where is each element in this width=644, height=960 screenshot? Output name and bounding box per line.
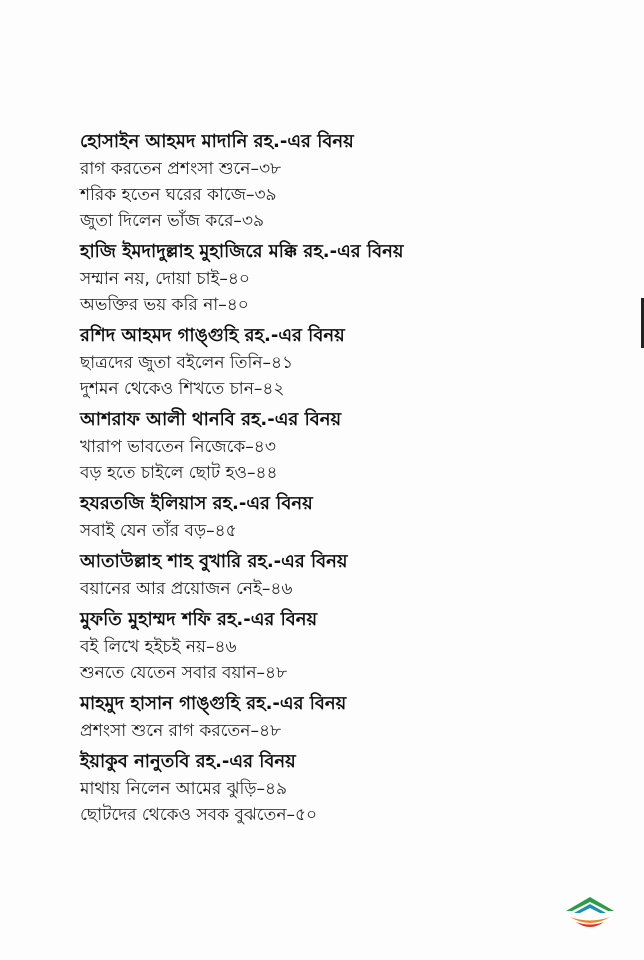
toc-entry: শরিক হতেন ঘরের কাজে–৩৯ (80, 185, 277, 205)
toc-section (80, 548, 600, 602)
toc-entry: ছাত্রদের জুতা বইলেন তিনি–৪১ (80, 353, 294, 373)
toc-entry: বড় হতে চাইলে ছোট হও–৪৪ (80, 463, 278, 483)
toc-entry: রাগ করতেন প্রশংসা শুনে–৩৮ (80, 159, 282, 179)
toc-entry: ছোটদের থেকেও সবক বুঝতেন–৫০ (80, 805, 318, 825)
toc-entry: প্রশংসা শুনে রাগ করতেন–৪৮ (80, 721, 282, 741)
toc-entry: অভক্তির ভয় করি না–৪০ (80, 295, 249, 315)
toc-entry: বই লিখে হইচই নয়–৪৬ (80, 637, 237, 657)
toc-entry: জুতা দিলেন ভাঁজ করে–৩৯ (80, 211, 265, 231)
toc-entry: মাথায় নিলেন আমের ঝুড়ি–৪৯ (80, 779, 288, 799)
table-of-contents (80, 128, 600, 832)
toc-section (80, 690, 600, 744)
toc-section (80, 490, 600, 544)
toc-section (80, 406, 600, 486)
section-title: ইয়াকুব নানুতবি রহ.-এর বিনয় (80, 751, 296, 772)
toc-entry: বয়ানের আর প্রয়োজন নেই–৪৬ (80, 579, 293, 599)
toc-entry: শুনতে যেতেন সবার বয়ান–৪৮ (80, 663, 288, 683)
section-title: হাজি ইমদাদুল্লাহ মুহাজিরে মক্কি রহ.-এর বিনয় (80, 241, 404, 262)
toc-section (80, 322, 600, 402)
toc-section (80, 238, 600, 318)
toc-entry: সম্মান নয়, দোয়া চাই–৪০ (80, 269, 250, 289)
logo-arc-orange (570, 917, 610, 923)
toc-entry: সবাই যেন তাঁর বড়–৪৫ (80, 521, 237, 541)
toc-section (80, 606, 600, 686)
section-title: রশিদ আহমদ গাঙ্গুহি রহ.-এর বিনয় (80, 325, 345, 346)
toc-entry: দুশমন থেকেও শিখতে চান–৪২ (80, 379, 285, 399)
toc-section (80, 128, 600, 234)
section-title: মাহমুদ হাসান গাঙ্গুহি রহ.-এর বিনয় (80, 693, 347, 714)
section-title: হযরতজি ইলিয়াস রহ.-এর বিনয় (80, 493, 313, 514)
toc-entry: খারাপ ভাবতেন নিজেকে–৪৩ (80, 437, 276, 457)
section-title: আশরাফ আলী থানবি রহ.-এর বিনয় (80, 409, 342, 430)
section-title: হোসাইন আহমদ মাদানি রহ.-এর বিনয় (80, 131, 354, 152)
section-title: মুফতি মুহাম্মদ শফি রহ.-এর বিনয় (80, 609, 318, 630)
toc-section (80, 748, 600, 828)
publisher-logo-icon (562, 893, 618, 933)
section-title: আতাউল্লাহ শাহ বুখারি রহ.-এর বিনয় (80, 551, 348, 572)
